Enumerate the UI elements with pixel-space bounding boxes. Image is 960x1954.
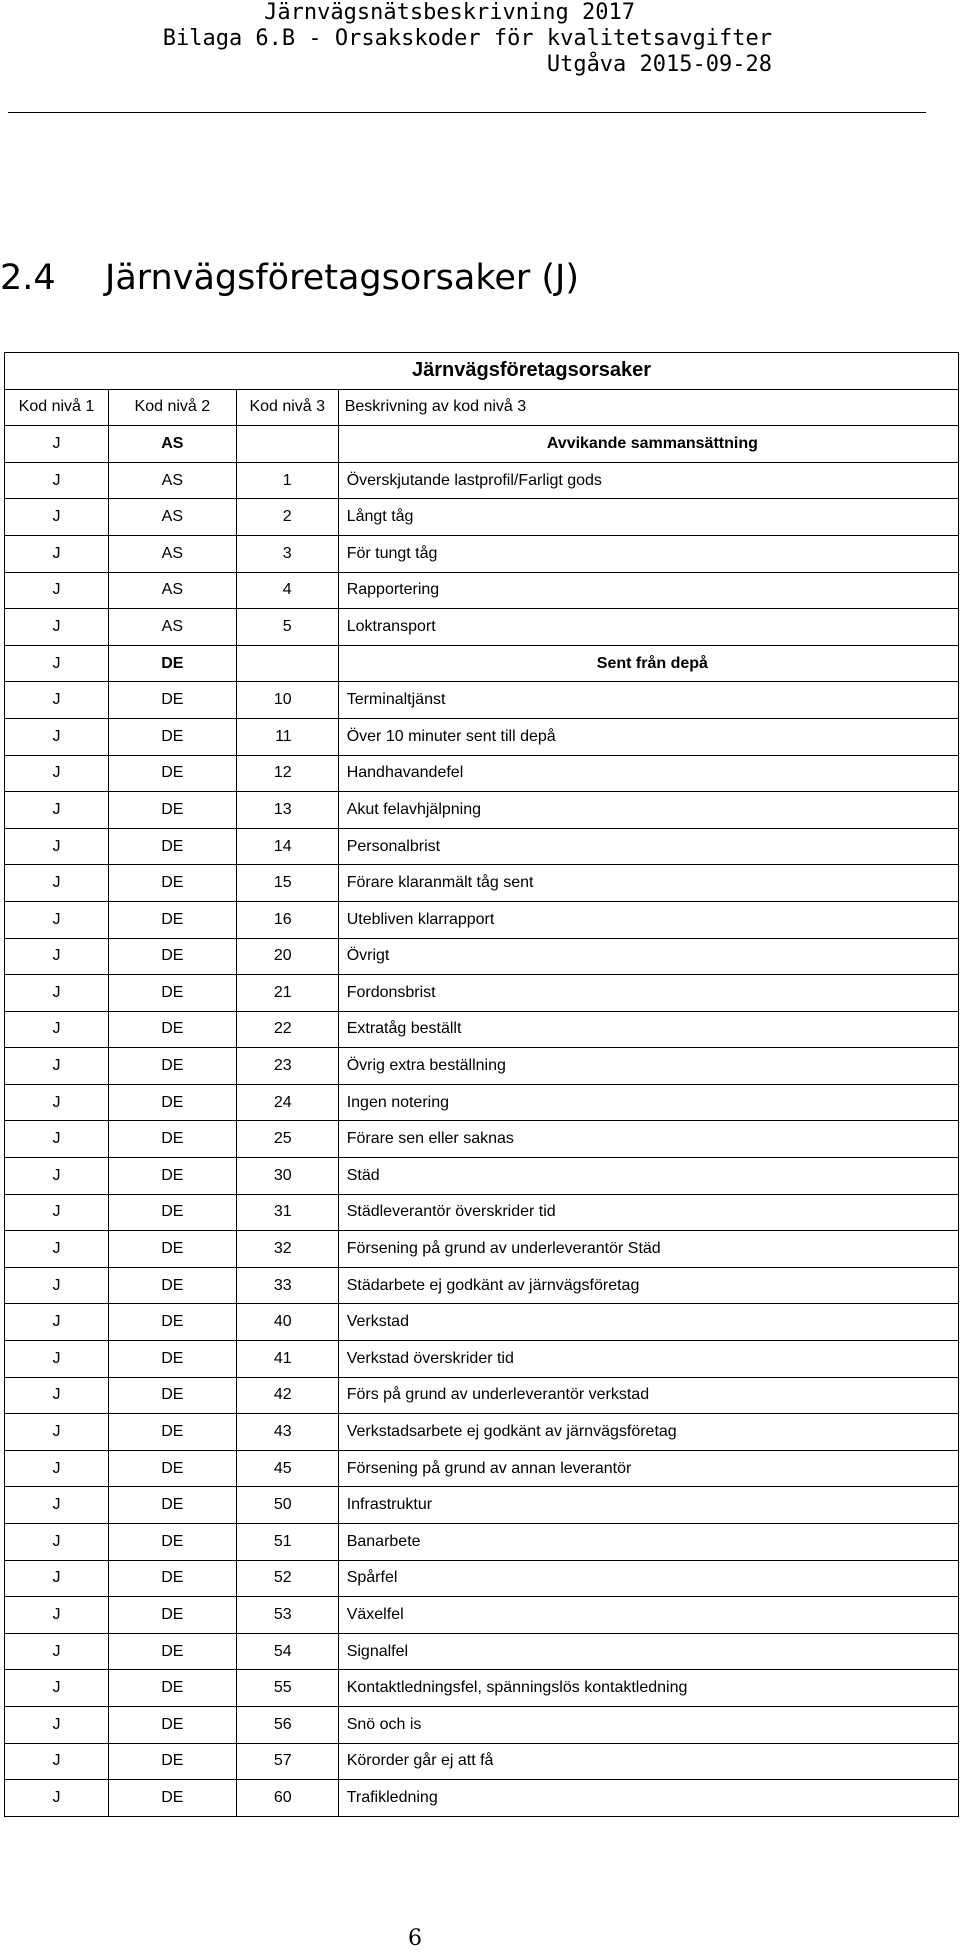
code-level-3: 3: [236, 535, 338, 572]
code-level-2: DE: [108, 1743, 236, 1780]
table-row: [5, 1706, 959, 1743]
cause-code-table: [4, 352, 959, 1817]
code-level-2: DE: [108, 1084, 236, 1121]
code-description: Verkstad överskrider tid: [338, 1341, 958, 1378]
table-row: [5, 1487, 959, 1524]
code-description: Akut felavhjälpning: [338, 792, 958, 829]
code-level-1: J: [5, 426, 109, 463]
code-description: Över 10 minuter sent till depå: [338, 718, 958, 755]
code-level-2: DE: [108, 901, 236, 938]
table-row: [5, 1048, 959, 1085]
code-description: Handhavandefel: [338, 755, 958, 792]
code-level-2: DE: [108, 1341, 236, 1378]
code-level-2: DE: [108, 1304, 236, 1341]
code-level-1: J: [5, 572, 109, 609]
table-row: [5, 1780, 959, 1817]
code-level-3: 12: [236, 755, 338, 792]
table-row: [5, 1414, 959, 1451]
code-level-3: 10: [236, 682, 338, 719]
section-number: 2.4: [0, 258, 56, 298]
code-description: Förare sen eller saknas: [338, 1121, 958, 1158]
header-document-title: Järnvägsnätsbeskrivning 2017: [264, 0, 635, 25]
code-level-2: AS: [108, 426, 236, 463]
code-level-2: AS: [108, 499, 236, 536]
code-level-1: J: [5, 1597, 109, 1634]
code-description: Övrigt: [338, 938, 958, 975]
code-level-2: DE: [108, 1377, 236, 1414]
code-description: Fordonsbrist: [338, 975, 958, 1012]
code-level-3: 33: [236, 1267, 338, 1304]
code-description: Växelfel: [338, 1597, 958, 1634]
table-group-row: [5, 645, 959, 682]
code-description: Städ: [338, 1158, 958, 1195]
code-level-1: J: [5, 1780, 109, 1817]
code-description: Övrig extra beställning: [338, 1048, 958, 1085]
table-row: [5, 1560, 959, 1597]
table-row: [5, 1194, 959, 1231]
code-level-1: J: [5, 718, 109, 755]
table-row: [5, 462, 959, 499]
code-level-3: 51: [236, 1524, 338, 1561]
code-description: Försening på grund av annan leverantör: [338, 1450, 958, 1487]
table-row: [5, 1011, 959, 1048]
code-level-1: J: [5, 1524, 109, 1561]
table-row: [5, 1597, 959, 1634]
code-level-1: J: [5, 938, 109, 975]
code-level-1: J: [5, 645, 109, 682]
code-level-2: AS: [108, 609, 236, 646]
code-level-1: J: [5, 901, 109, 938]
code-description: Verkstad: [338, 1304, 958, 1341]
code-description: Förare klaranmält tåg sent: [338, 865, 958, 902]
code-level-2: DE: [108, 1487, 236, 1524]
table-title-row: [5, 353, 959, 390]
table-row: [5, 1084, 959, 1121]
code-level-2: DE: [108, 1231, 236, 1268]
table-header-row: [5, 389, 959, 426]
code-description: Kontaktledningsfel, spänningslös kontaktledning: [338, 1670, 958, 1707]
code-level-2: DE: [108, 828, 236, 865]
code-description: Infrastruktur: [338, 1487, 958, 1524]
table-row: [5, 901, 959, 938]
section-title: Järnvägsföretagsorsaker (J): [105, 258, 580, 298]
code-level-2: DE: [108, 1267, 236, 1304]
section-heading: [0, 256, 579, 300]
table-row: [5, 1633, 959, 1670]
code-level-1: J: [5, 1084, 109, 1121]
code-level-3: 30: [236, 1158, 338, 1195]
code-level-1: J: [5, 535, 109, 572]
code-level-3: 31: [236, 1194, 338, 1231]
code-level-2: DE: [108, 1048, 236, 1085]
code-level-3: 40: [236, 1304, 338, 1341]
table-row: [5, 535, 959, 572]
code-level-3: 52: [236, 1560, 338, 1597]
code-level-3: [236, 645, 338, 682]
table-group-row: [5, 426, 959, 463]
code-description: Personalbrist: [338, 828, 958, 865]
code-level-1: J: [5, 1011, 109, 1048]
code-level-2: AS: [108, 535, 236, 572]
code-description: Verkstadsarbete ej godkänt av järnvägsföretag: [338, 1414, 958, 1451]
table-row: [5, 1267, 959, 1304]
table-row: [5, 609, 959, 646]
code-level-3: 60: [236, 1780, 338, 1817]
column-header: Kod nivå 3: [236, 389, 338, 426]
code-level-3: 5: [236, 609, 338, 646]
code-level-3: 54: [236, 1633, 338, 1670]
code-description: Avvikande sammansättning: [338, 426, 958, 463]
code-level-1: J: [5, 462, 109, 499]
code-level-2: DE: [108, 1450, 236, 1487]
code-level-1: J: [5, 975, 109, 1012]
code-description: Ingen notering: [338, 1084, 958, 1121]
code-level-2: DE: [108, 1158, 236, 1195]
code-description: Spårfel: [338, 1560, 958, 1597]
code-description: Försening på grund av underleverantör Städ: [338, 1231, 958, 1268]
header-appendix-title: Bilaga 6.B - Orsakskoder för kvalitetsavgifter: [162, 26, 772, 51]
code-level-1: J: [5, 865, 109, 902]
code-level-2: DE: [108, 1633, 236, 1670]
code-level-1: J: [5, 1341, 109, 1378]
code-description: Loktransport: [338, 609, 958, 646]
code-level-2: DE: [108, 1524, 236, 1561]
code-level-1: J: [5, 755, 109, 792]
code-level-3: 13: [236, 792, 338, 829]
code-description: För tungt tåg: [338, 535, 958, 572]
code-level-2: DE: [108, 865, 236, 902]
code-description: Förs på grund av underleverantör verkstad: [338, 1377, 958, 1414]
code-description: Rapportering: [338, 572, 958, 609]
code-level-3: 20: [236, 938, 338, 975]
code-level-2: DE: [108, 792, 236, 829]
table-row: [5, 755, 959, 792]
code-level-3: 23: [236, 1048, 338, 1085]
code-level-3: 22: [236, 1011, 338, 1048]
code-level-1: J: [5, 1414, 109, 1451]
table-row: [5, 828, 959, 865]
code-description: Terminaltjänst: [338, 682, 958, 719]
table-row: [5, 1341, 959, 1378]
code-level-3: 43: [236, 1414, 338, 1451]
code-level-2: DE: [108, 1670, 236, 1707]
code-level-3: 14: [236, 828, 338, 865]
table-row: [5, 1743, 959, 1780]
code-level-2: DE: [108, 1597, 236, 1634]
header-edition: Utgåva 2015-09-28: [546, 52, 772, 77]
code-level-3: 21: [236, 975, 338, 1012]
table-row: [5, 1158, 959, 1195]
table-row: [5, 1121, 959, 1158]
code-level-1: J: [5, 828, 109, 865]
code-level-1: J: [5, 1231, 109, 1268]
code-description: Snö och is: [338, 1706, 958, 1743]
table-row: [5, 975, 959, 1012]
table-row: [5, 792, 959, 829]
table-row: [5, 865, 959, 902]
code-level-3: 50: [236, 1487, 338, 1524]
code-level-2: DE: [108, 718, 236, 755]
code-level-2: AS: [108, 462, 236, 499]
code-level-2: DE: [108, 1560, 236, 1597]
code-level-2: DE: [108, 1194, 236, 1231]
table-row: [5, 1377, 959, 1414]
code-description: Långt tåg: [338, 499, 958, 536]
page-number: 6: [408, 1926, 422, 1951]
table-row: [5, 1450, 959, 1487]
code-level-1: J: [5, 499, 109, 536]
table-row: [5, 1231, 959, 1268]
table-row: [5, 1304, 959, 1341]
code-level-2: DE: [108, 645, 236, 682]
code-level-3: 45: [236, 1450, 338, 1487]
code-level-1: J: [5, 1194, 109, 1231]
code-level-3: 32: [236, 1231, 338, 1268]
code-level-3: 55: [236, 1670, 338, 1707]
code-level-2: AS: [108, 572, 236, 609]
code-level-3: 25: [236, 1121, 338, 1158]
code-level-1: J: [5, 1670, 109, 1707]
code-level-1: J: [5, 1487, 109, 1524]
table-row: [5, 1670, 959, 1707]
code-level-3: 15: [236, 865, 338, 902]
code-level-1: J: [5, 1048, 109, 1085]
code-level-1: J: [5, 792, 109, 829]
code-description: Körorder går ej att få: [338, 1743, 958, 1780]
code-level-3: 2: [236, 499, 338, 536]
table-row: [5, 499, 959, 536]
code-description: Överskjutande lastprofil/Farligt gods: [338, 462, 958, 499]
code-level-2: DE: [108, 1706, 236, 1743]
code-level-3: 41: [236, 1341, 338, 1378]
column-header: Beskrivning av kod nivå 3: [338, 389, 958, 426]
table-row: [5, 682, 959, 719]
column-header: Kod nivå 1: [5, 389, 109, 426]
code-level-3: 57: [236, 1743, 338, 1780]
code-level-2: DE: [108, 975, 236, 1012]
code-level-1: J: [5, 609, 109, 646]
code-description: Städleverantör överskrider tid: [338, 1194, 958, 1231]
table-row: [5, 718, 959, 755]
code-level-3: 11: [236, 718, 338, 755]
code-description: Signalfel: [338, 1633, 958, 1670]
code-level-2: DE: [108, 755, 236, 792]
table-body: [5, 426, 959, 1817]
code-level-2: DE: [108, 1011, 236, 1048]
code-level-3: 1: [236, 462, 338, 499]
code-level-2: DE: [108, 1780, 236, 1817]
table-row: [5, 572, 959, 609]
header-divider: [8, 112, 926, 113]
code-level-2: DE: [108, 1121, 236, 1158]
page-header: [0, 0, 960, 90]
code-level-3: 4: [236, 572, 338, 609]
code-level-1: J: [5, 1158, 109, 1195]
code-description: Städarbete ej godkänt av järnvägsföretag: [338, 1267, 958, 1304]
code-level-1: J: [5, 1121, 109, 1158]
column-header: Kod nivå 2: [108, 389, 236, 426]
code-level-3: 16: [236, 901, 338, 938]
code-level-1: J: [5, 1706, 109, 1743]
code-level-2: DE: [108, 1414, 236, 1451]
table-title: Järnvägsföretagsorsaker: [5, 353, 959, 390]
code-level-2: DE: [108, 938, 236, 975]
table-row: [5, 938, 959, 975]
code-level-3: 42: [236, 1377, 338, 1414]
code-description: Extratåg beställt: [338, 1011, 958, 1048]
code-level-3: [236, 426, 338, 463]
code-level-3: 24: [236, 1084, 338, 1121]
code-level-1: J: [5, 1743, 109, 1780]
code-level-1: J: [5, 1450, 109, 1487]
code-level-1: J: [5, 1267, 109, 1304]
code-description: Banarbete: [338, 1524, 958, 1561]
code-level-1: J: [5, 1633, 109, 1670]
code-level-1: J: [5, 1560, 109, 1597]
code-level-3: 56: [236, 1706, 338, 1743]
code-level-1: J: [5, 682, 109, 719]
code-description: Trafikledning: [338, 1780, 958, 1817]
code-level-1: J: [5, 1304, 109, 1341]
code-level-3: 53: [236, 1597, 338, 1634]
code-level-2: DE: [108, 682, 236, 719]
table-row: [5, 1524, 959, 1561]
code-description: Utebliven klarrapport: [338, 901, 958, 938]
code-description: Sent från depå: [338, 645, 958, 682]
code-level-1: J: [5, 1377, 109, 1414]
